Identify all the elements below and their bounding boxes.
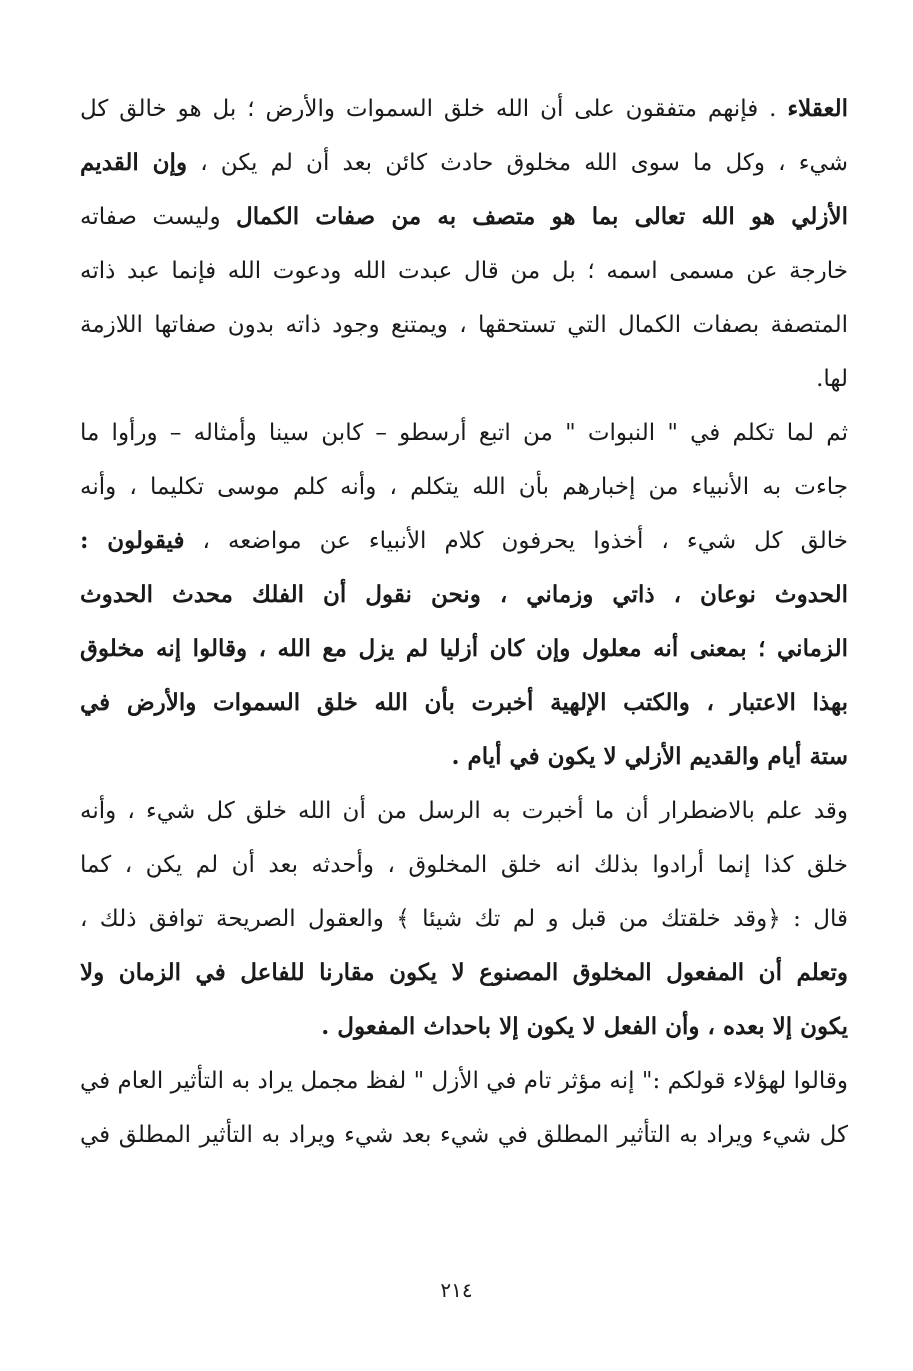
line-text: جاءت به الأنبياء من إخبارهم بأن الله يتكلم ، وأنه كلم موسى تكليما ، وأنه — [80, 474, 848, 500]
text-line — [80, 784, 848, 838]
text-line — [80, 406, 848, 460]
text-line — [80, 136, 848, 190]
text-line — [80, 352, 848, 406]
line-text: شيء ، وكل ما سوى الله مخلوق حادث كائن بعد أن لم يكن ، — [187, 150, 848, 176]
line-text: خالق كل شيء ، أخذوا يحرفون كلام الأنبياء عن مواضعه ، — [184, 528, 848, 554]
bold-text: الأزلي هو الله تعالى بما هو متصف به من صفات الكمال — [236, 203, 848, 230]
text-line — [80, 244, 848, 298]
line-text: وقد علم بالاضطرار أن ما أخبرت به الرسل من أن الله خلق كل شيء ، وأنه — [80, 798, 848, 824]
bold-text: الزماني ؛ بمعنى أنه معلول وإن كان أزليا لم يزل مع الله ، وقالوا إنه مخلوق — [80, 635, 848, 662]
text-line — [80, 190, 848, 244]
line-text: . فإنهم متفقون على أن الله خلق السموات والأرض ؛ بل هو خالق كل — [80, 96, 788, 122]
paragraph-2 — [80, 406, 848, 784]
paragraph-4 — [80, 1054, 848, 1162]
line-text: خارجة عن مسمى اسمه ؛ بل من قال عبدت الله ودعوت الله فإنما عبد ذاته — [80, 258, 848, 284]
bold-text: ستة أيام والقديم الأزلي لا يكون في أيام . — [451, 743, 848, 770]
text-line — [80, 460, 848, 514]
text-line — [80, 514, 848, 568]
text-line — [80, 1054, 848, 1108]
line-text: المتصفة بصفات الكمال التي تستحقها ، ويمتنع وجود ذاته بدون صفاتها اللازمة — [80, 312, 848, 338]
paragraph-3 — [80, 784, 848, 1054]
text-line — [80, 1000, 848, 1054]
line-text: وقالوا لهؤلاء قولكم :" إنه مؤثر تام في الأزل " لفظ مجمل يراد به التأثير العام في — [80, 1068, 848, 1094]
text-line — [80, 1108, 848, 1162]
text-line — [80, 676, 848, 730]
text-line — [80, 838, 848, 892]
page-number: ٢١٤ — [440, 1278, 473, 1302]
text-line — [80, 82, 848, 136]
text-line — [80, 298, 848, 352]
bold-text: الحدوث نوعان ، ذاتي وزماني ، ونحن نقول أن الفلك محدث الحدوث — [80, 581, 848, 608]
text-line — [80, 892, 848, 946]
bold-text: يكون إلا بعده ، وأن الفعل لا يكون إلا باحداث المفعول . — [321, 1013, 848, 1040]
paragraph-1 — [80, 82, 848, 406]
text-line — [80, 730, 848, 784]
text-line — [80, 568, 848, 622]
line-text: ثم لما تكلم في " النبوات " من اتبع أرسطو – كابن سينا وأمثاله – ورأوا ما — [80, 420, 848, 446]
bold-text: بهذا الاعتبار ، والكتب الإلهية أخبرت بأن الله خلق السموات والأرض في — [80, 689, 848, 716]
bold-text: فيقولون : — [80, 527, 185, 554]
page-body — [80, 82, 848, 1162]
bold-text: العقلاء — [787, 95, 848, 122]
line-text: كل شيء ويراد به التأثير المطلق في شيء بعد شيء ويراد به التأثير المطلق في — [80, 1122, 848, 1148]
line-text: وليست صفاته — [80, 204, 237, 230]
text-line — [80, 622, 848, 676]
line-text: خلق كذا إنما أرادوا بذلك انه خلق المخلوق ، وأحدثه بعد أن لم يكن ، كما — [80, 852, 848, 878]
bold-text: وتعلم أن المفعول المخلوق المصنوع لا يكون مقارنا للفاعل في الزمان ولا — [80, 959, 848, 986]
text-line — [80, 946, 848, 1000]
line-text: قال : ﴿وقد خلقتك من قبل و لم تك شيئا ﴾ والعقول الصريحة توافق ذلك ، — [80, 906, 848, 932]
bold-text: وإن القديم — [80, 149, 188, 176]
line-text: لها. — [816, 366, 848, 392]
